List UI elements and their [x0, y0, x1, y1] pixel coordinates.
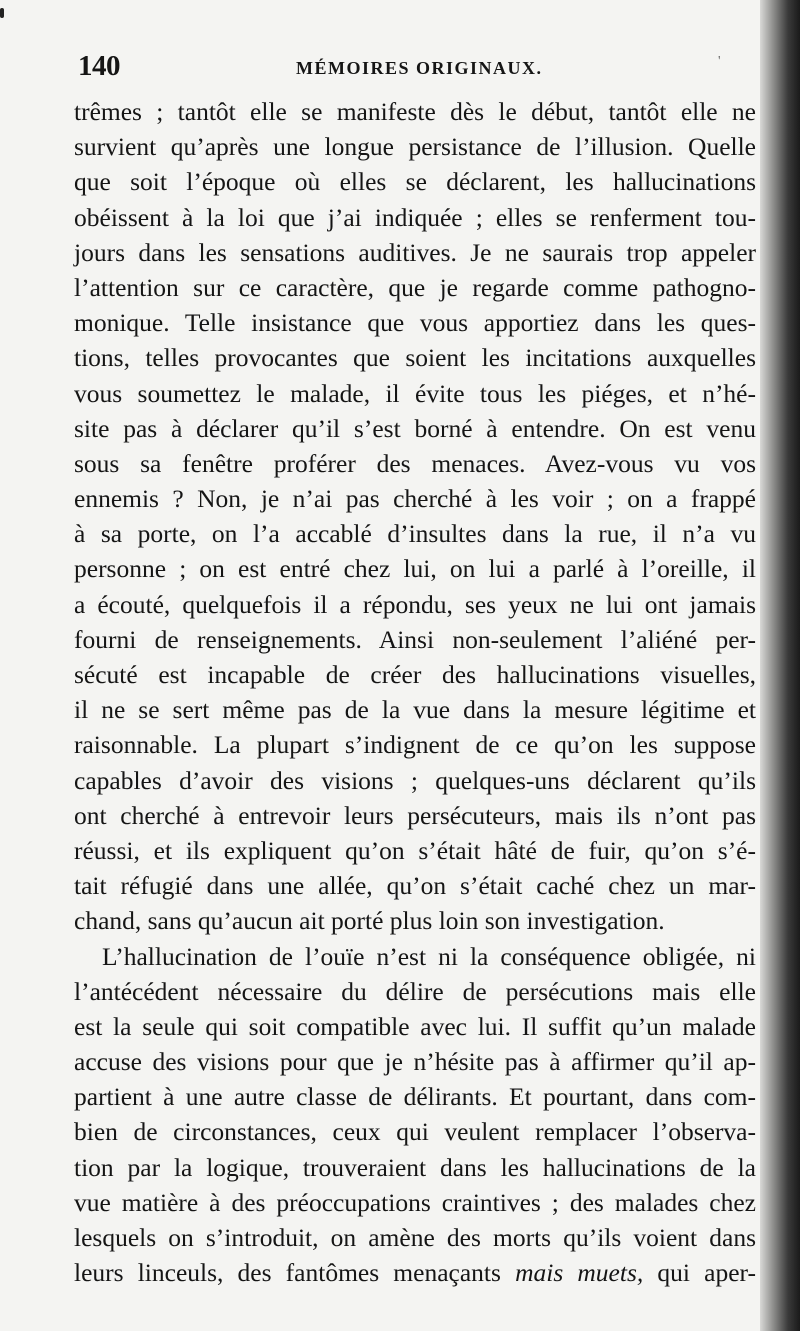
text-line: survient qu’après une longue persistance de l’illusion. Quelle — [74, 132, 756, 162]
text-line: il ne se sert même pas de la vue dans la mesure légitime et — [74, 695, 756, 725]
text-line: bien de circonstances, ceux qui veulent remplacer l’observa- — [74, 1117, 756, 1147]
body-text — [74, 94, 756, 1290]
text-line: partient à une autre classe de délirants. Et pourtant, dans com- — [74, 1082, 756, 1112]
text-line: tions, telles provocantes que soient les incitations auxquelles — [74, 343, 756, 373]
text-line: personne ; on est entré chez lui, on lui a parlé à l’oreille, il — [74, 554, 756, 584]
text-line: chand, sans qu’aucun ait porté plus loin son investigation. — [74, 906, 665, 936]
text-line: l’attention sur ce caractère, que je regarde comme pathogno- — [74, 272, 756, 302]
text-line: obéissent à la loi que j’ai indiquée ; elles se renferment tou- — [74, 202, 756, 232]
text-line: vue matière à des préoccupations craintives ; des malades chez — [74, 1187, 756, 1217]
text-line: que soit l’époque où elles se déclarent, les hallucinations — [74, 167, 756, 197]
text-line: vous soumettez le malade, il évite tous les piéges, et n’hé- — [74, 378, 756, 408]
text-line: a écouté, quelquefois il a répondu, ses yeux ne lui ont jamais — [74, 589, 756, 619]
text-line: jours dans les sensations auditives. Je ne saurais trop appeler — [74, 237, 756, 267]
page-gutter-shadow — [760, 0, 800, 1331]
text-line: raisonnable. La plupart s’indignent de ce qu’on les suppose — [74, 730, 756, 760]
text-line: l’antécédent nécessaire du délire de persécutions mais elle — [74, 976, 756, 1006]
text-line: est la seule qui soit compatible avec lui. Il suffit qu’un malade — [74, 1011, 756, 1041]
text-line: réussi, et ils expliquent qu’on s’était hâté de fuir, qu’on s’é- — [74, 835, 756, 865]
text-run: qui aper- — [643, 1258, 756, 1288]
text-line: fourni de renseignements. Ainsi non-seulement l’aliéné per- — [74, 624, 756, 654]
text-line: capables d’avoir des visions ; quelques-uns déclarent qu’ils — [74, 765, 756, 795]
page-edge-speck — [0, 8, 4, 18]
text-line: tait réfugié dans une allée, qu’on s’était caché chez un mar- — [74, 871, 756, 901]
paragraph-2 — [74, 939, 756, 1291]
text-line: sous sa fenêtre proférer des menaces. Avez-vous vu vos — [74, 448, 756, 478]
text-line: ennemis ? Non, je n’ai pas cherché à les voir ; on a frappé — [74, 484, 756, 514]
text-line: trêmes ; tantôt elle se manifeste dès le début, tantôt elle ne — [74, 97, 756, 126]
text-line: sécuté est incapable de créer des hallucinations visuelles, — [74, 660, 756, 689]
text-line: monique. Telle insistance que vous apportiez dans les ques- — [74, 308, 756, 338]
text-line: tion par la logique, trouveraient dans les hallucinations de la — [74, 1152, 756, 1182]
text-line: lesquels on s’introduit, on amène des morts qu’ils voient dans — [74, 1223, 756, 1252]
page-number: 140 — [78, 50, 120, 82]
text-line: ont cherché à entrevoir leurs persécuteurs, mais ils n’ont pas — [74, 800, 756, 830]
text-line: site pas à déclarer qu’il s’est borné à entendre. On est venu — [74, 413, 756, 443]
paragraph-1 — [74, 94, 756, 939]
text-line: L’hallucination de l’ouïe n’est ni la conséquence obligée, ni — [102, 941, 756, 971]
running-title: MÉMOIRES ORIGINAUX. — [296, 58, 543, 78]
text-line: accuse des visions pour que je n’hésite pas à affirmer qu’il ap- — [74, 1047, 756, 1077]
text-line: à sa porte, on l’a accablé d’insultes dans la rue, il n’a vu — [74, 519, 756, 549]
page-header — [74, 50, 754, 86]
italic-run: mais muets, — [515, 1258, 644, 1288]
text-run: leurs linceuls, des fantômes menaçants — [74, 1258, 516, 1288]
header-mark: ' — [718, 54, 721, 69]
text-line-final — [74, 1255, 756, 1290]
